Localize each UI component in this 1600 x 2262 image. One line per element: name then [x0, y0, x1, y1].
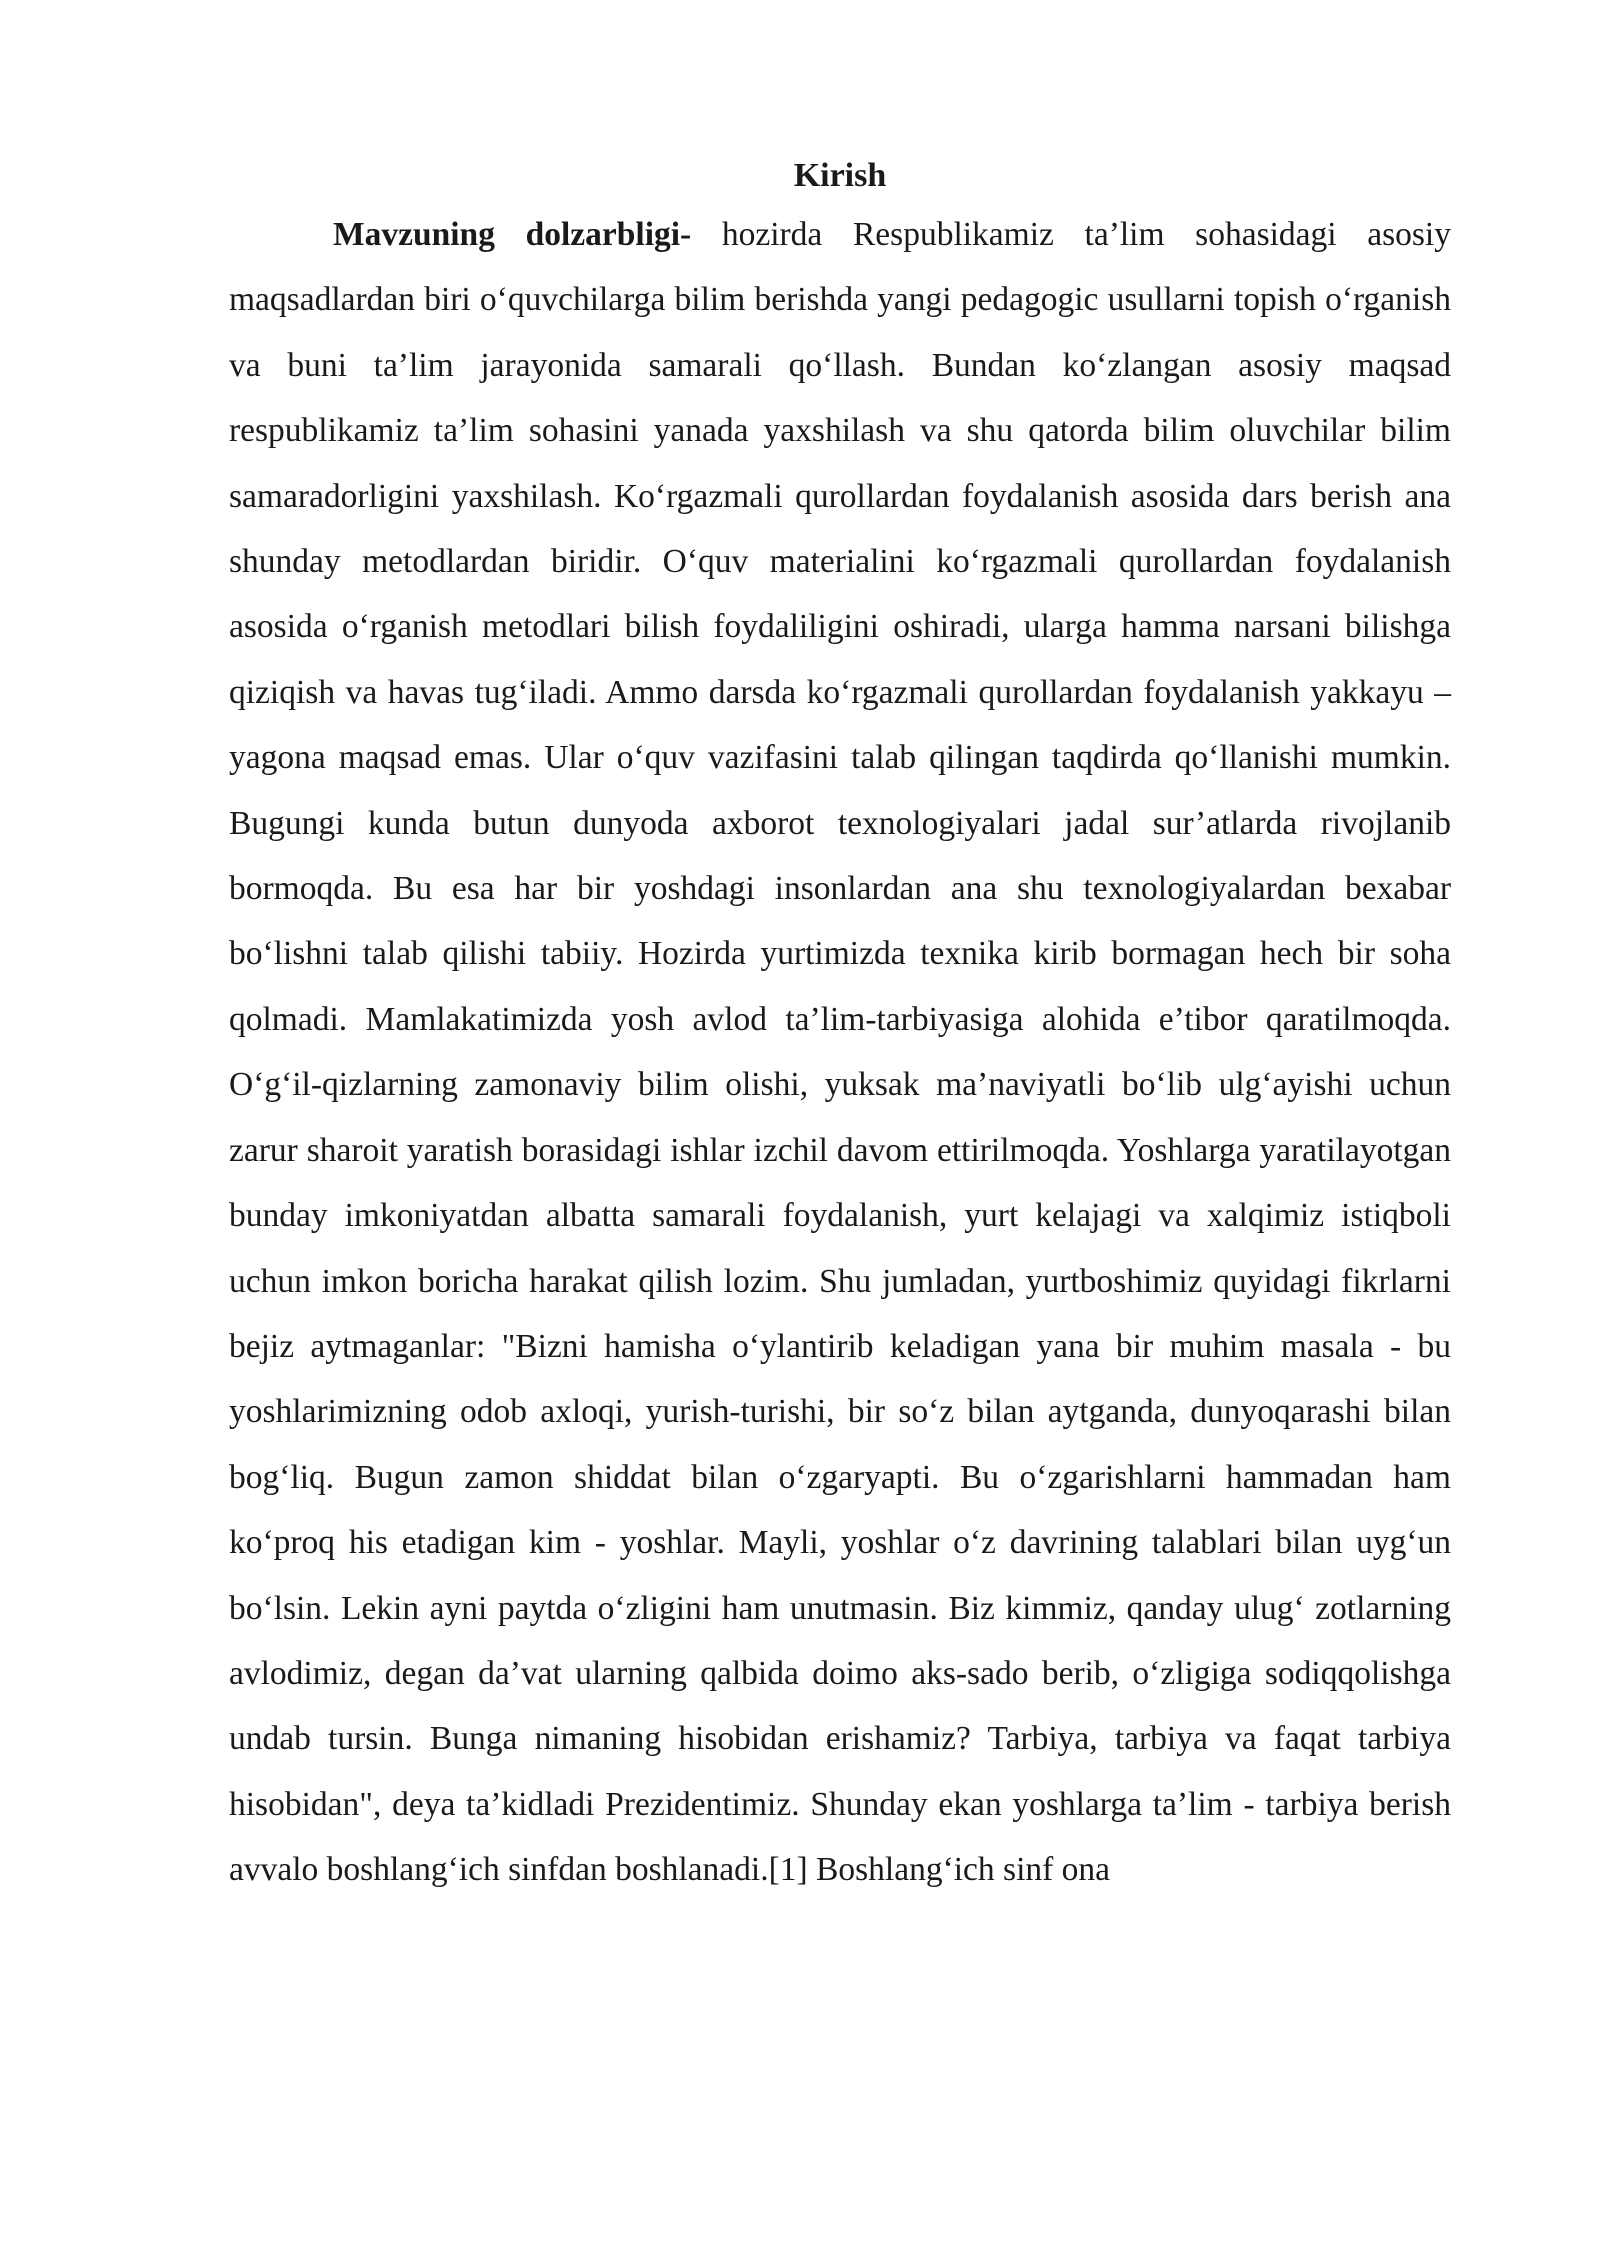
page-title: Kirish	[793, 157, 887, 194]
document-content	[229, 150, 1451, 1903]
paragraph-text: hozirda Respublikamiz ta’lim sohasidagi asosiy maqsadlardan biri o‘quvchilarga bilim berishda yangi pedagogic usullarni topish o‘rganish va buni ta’lim jarayonida samarali qo‘llash. Bundan ko‘zlangan asosiy maqsad respublikamiz ta’lim sohasini yanada yaxshilash va shu qatorda bilim oluvchilar bilim samaradorligini yaxshilash. Ko‘rgazmali qurollardan foydalanish asosida dars berish ana shunday metodlardan biridir. O‘quv materialini ko‘rgazmali qurollardan foydalanish asosida o‘rganish metodlari bilish foydaliligini oshiradi, ularga hamma narsani bilishga qiziqish va havas tug‘iladi. Ammo darsda ko‘rgazmali qurollardan foydalanish yakkayu – yagona maqsad emas. Ular o‘quv vazifasini talab qilingan taqdirda qo‘llanishi mumkin. Bugungi kunda butun dunyoda axborot texnologiyalari jadal sur’atlarda rivojlanib bormoqda. Bu esa har bir yoshdagi insonlardan ana shu texnologiyalardan bexabar bo‘lishni talab qilishi tabiiy. Hozirda yurtimizda texnika kirib bormagan hech bir soha qolmadi. Mamlakatimizda yosh avlod ta’lim-tarbiyasiga alohida e’tibor qaratilmoqda. O‘g‘il-qizlarning zamonaviy bilim olishi, yuksak ma’naviyatli bo‘lib ulg‘ayishi uchun zarur sharoit yaratish borasidagi ishlar izchil davom ettirilmoqda. Yoshlarga yaratilayotgan bunday imkoniyatdan albatta samarali foydalanish, yurt kelajagi va xalqimiz istiqboli uchun imkon boricha harakat qilish lozim. Shu jumladan, yurtboshimiz quyidagi fikrlarni bejiz aytmaganlar: "Bizni hamisha o‘ylantirib keladigan yana bir muhim masala - bu yoshlarimizning odob axloqi, yurish-turishi, bir so‘z bilan aytganda, dunyoqarashi bilan bog‘liq. Bugun zamon shiddat bilan o‘zgaryapti. Bu o‘zgarishlarni hammadan ham ko‘proq his etadigan kim - yoshlar. Mayli, yoshlar o‘z davrining talablari bilan uyg‘un bo‘lsin. Lekin ayni paytda o‘zligini ham unutmasin. Biz kimmiz, qanday ulug‘ zotlarning avlodimiz, degan da’vat ularning qalbida doimo aks-sado berib, o‘zligiga sodiqqolishga undab tursin. Bunga nimaning hisobidan erishamiz? Tarbiya, tarbiya va faqat tarbiya hisobidan", deya ta’kidladi Prezidentimiz. Shunday ekan yoshlarga ta’lim - tarbiya berish avvalo boshlang‘ich sinfdan boshlanadi.[1] Boshlang‘ich sinf ona	[229, 216, 1451, 1889]
body-paragraph	[229, 202, 1451, 1903]
paragraph-lead: Mavzuning dolzarbligi-	[333, 216, 692, 253]
